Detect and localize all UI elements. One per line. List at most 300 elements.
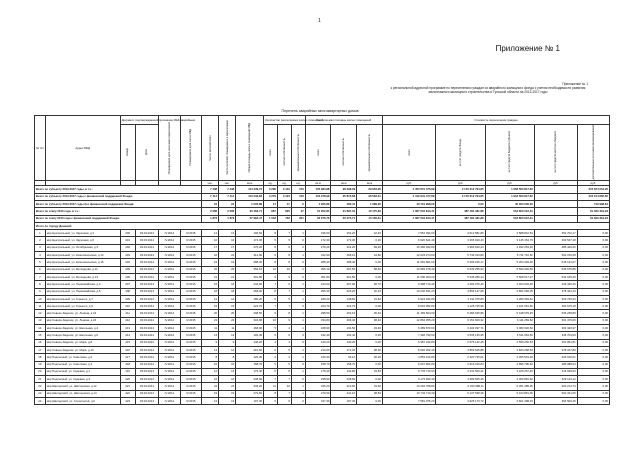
row-planned-end: IV.2014 (159, 288, 180, 295)
row-doc-date: 03.03.2014 (135, 383, 159, 390)
row-residents-planned: 12 (219, 368, 236, 375)
row-cost-fund: 4 389 665,36 (436, 376, 485, 383)
row-cost-extra: 0,00 (577, 259, 609, 266)
row-planned-end: IV.2014 (159, 376, 180, 383)
row-rooms-private: 7 (277, 288, 291, 295)
row-residents-planned: 22 (219, 252, 236, 259)
row-rooms-total: 7 (264, 376, 278, 383)
row-planned-demolish: IV.2015 (180, 325, 201, 332)
summary-value: 3 296 (264, 186, 278, 193)
row-rooms-total: 9 (264, 252, 278, 259)
row-cost-fund: 5 299 246,17 (436, 259, 485, 266)
row-cost-fund: 3 535 135,95 (436, 332, 485, 339)
summary-label: Всего по субъекту 2013-2017 годы с финансовой поддержкой Фонда: (35, 193, 202, 200)
row-cost-region: 4 932 253,30 (485, 244, 534, 251)
row-number: 22 (35, 383, 46, 390)
summary-value: 7 414 (219, 193, 236, 200)
row-doc-date: 03.03.2014 (135, 398, 159, 405)
row-residents-planned: 13 (219, 398, 236, 405)
row-planned-demolish: IV.2015 (180, 390, 201, 397)
row-residents: 19 (201, 259, 218, 266)
summary-value: 30 466,71 (236, 208, 264, 215)
summary-value: 1 958 563 817,62 (485, 186, 534, 193)
row-rooms-municipal: 0 (291, 376, 305, 383)
row-planned-end: IV.2014 (159, 354, 180, 361)
row-rooms-municipal: 0 (291, 259, 305, 266)
summary-value: 315 154 865,62 (577, 193, 609, 200)
row-cost-fund: 3 612 581,89 (436, 230, 485, 237)
row-number: 16 (35, 339, 46, 346)
row-rooms-total: 8 (264, 288, 278, 295)
row-area-total: 158,70 (305, 361, 331, 368)
row-doc-date: 03.03.2014 (135, 237, 159, 244)
col-area-municipal-header: муниципальная собственность (357, 125, 383, 181)
col-planned-demolish-header: Планируемая дата сноса МКД (180, 116, 201, 181)
row-residents: 10 (201, 237, 218, 244)
col-area-total-header: всего (305, 125, 331, 181)
row-doc-date: 03.03.2014 (135, 281, 159, 288)
row-cost-total: 12 023 274,60 (382, 252, 436, 259)
row-residents: 13 (201, 398, 218, 405)
unit-cell: ед. (264, 181, 278, 186)
row-residents-planned: 20 (219, 310, 236, 317)
row-cost-total: 10 382 492,80 (382, 244, 436, 251)
row-cost-extra: 0,00 (577, 376, 609, 383)
row-cost-total: 6 097 804,80 (382, 361, 436, 368)
row-area-private: 192,40 (331, 332, 357, 339)
row-residents-planned: 12 (219, 295, 236, 302)
row-area-total: 197,30 (305, 398, 331, 405)
row-area-municipal: 38,40 (357, 317, 383, 324)
summary-row (35, 215, 610, 222)
row-cost-fund: 3 241 509,21 (436, 368, 485, 375)
row-area-municipal: 38,50 (357, 390, 383, 397)
row-rooms-municipal: 1 (291, 354, 305, 361)
row-rooms-municipal: 1 (291, 325, 305, 332)
row-address: мкр Центральный, ул. Горького, д.9 (45, 303, 120, 310)
summary-value: 1 067 604 813,41 (382, 208, 436, 215)
row-residents-planned: 18 (219, 288, 236, 295)
summary-value: 7 438 (201, 186, 218, 193)
row-residents-planned: 17 (219, 244, 236, 251)
row-residents: 12 (201, 295, 218, 302)
row-cost-region: 2 896 796,92 (485, 361, 534, 368)
row-residents-planned: 16 (219, 281, 236, 288)
row-rooms-total: 7 (264, 303, 278, 310)
summary-value: 134 378,99 (305, 193, 331, 200)
summary-value: 315 874 254,26 (577, 186, 609, 193)
row-area-private: 96,10 (331, 354, 357, 361)
row-cost-region: 5 264 494,36 (485, 259, 534, 266)
row-total-area: 126,30 (236, 354, 264, 361)
row-rooms-total: 6 (264, 368, 278, 375)
row-rooms-private: 7 (277, 376, 291, 383)
row-cost-region: 3 145 154,79 (485, 237, 534, 244)
row-address: мкр Северо-Задонск, ул. Школьная, д.6 (45, 332, 120, 339)
row-cost-local: 439 430,45 (534, 281, 577, 288)
row-area-private: 226,20 (331, 288, 357, 295)
row-area-total: 126,30 (305, 354, 331, 361)
table-row (35, 368, 610, 375)
row-area-municipal: 38,30 (357, 346, 383, 353)
row-planned-demolish: IV.2015 (180, 273, 201, 280)
row-cost-total: 12 864 355,20 (382, 317, 436, 324)
row-doc-number: 407 (120, 281, 135, 288)
row-rooms-total: 8 (264, 244, 278, 251)
row-area-private: 268,10 (331, 252, 357, 259)
summary-value: 0 (291, 201, 305, 208)
summary-value: 820 (277, 208, 291, 215)
row-area-private: 134,50 (331, 325, 357, 332)
summary-value: 2 179 212 794,65 (436, 193, 485, 200)
row-area-private: 238,90 (331, 376, 357, 383)
row-cost-local: 502 321,05 (534, 390, 577, 397)
row-cost-region: 3 511 954,56 (485, 332, 534, 339)
row-total-area: 140,20 (236, 339, 264, 346)
row-doc-number: 417 (120, 354, 135, 361)
summary-value: 487 184 481,88 (436, 215, 485, 222)
row-planned-demolish: IV.2015 (180, 252, 201, 259)
row-residents: 9 (201, 339, 218, 346)
summary-value: 20 475,71 (331, 215, 357, 222)
row-number: 19 (35, 361, 46, 368)
row-doc-date: 03.03.2014 (135, 376, 159, 383)
row-planned-demolish: IV.2015 (180, 376, 201, 383)
row-planned-end: IV.2014 (159, 237, 180, 244)
row-area-total: 345,20 (305, 383, 331, 390)
col-rooms-group-header: Количество расселяемых жилых помещений (264, 116, 306, 125)
row-cost-total: 9 179 690,40 (382, 376, 436, 383)
row-area-total: 301,80 (305, 273, 331, 280)
row-cost-fund: 3 625 170,72 (436, 398, 485, 405)
row-address: мкр Шахтерский, ул. Шахтерская, д.14 (45, 390, 120, 397)
row-doc-date: 03.03.2014 (135, 361, 159, 368)
row-cost-fund: 5 545 280,44 (436, 273, 485, 280)
row-cost-total: 13 683 278,40 (382, 266, 436, 273)
row-cost-extra: 0,00 (577, 244, 609, 251)
row-area-total: 192,40 (305, 332, 331, 339)
row-rooms-private: 4 (277, 339, 291, 346)
row-planned-end: IV.2014 (159, 346, 180, 353)
row-rooms-municipal: 0 (291, 398, 305, 405)
summary-value (534, 215, 577, 222)
summary-value: 1 033 (264, 215, 278, 222)
row-area-private: 154,20 (331, 230, 357, 237)
row-planned-end: IV.2014 (159, 339, 180, 346)
row-cost-fund: 6 343 088,11 (436, 383, 485, 390)
row-doc-number: 418 (120, 361, 135, 368)
col-residents-planned-header: Число жителей, планируемых к переселению (219, 116, 236, 181)
unit-cell: руб. (534, 181, 577, 186)
row-area-municipal: 0,00 (357, 398, 383, 405)
row-cost-total: 11 469 564,00 (382, 310, 436, 317)
row-total-area: 298,50 (236, 310, 264, 317)
row-area-municipal: 31,60 (357, 295, 383, 302)
row-total-area: 301,80 (236, 273, 264, 280)
row-cost-local: 536 238,89 (534, 310, 577, 317)
row-total-area: 210,60 (236, 346, 264, 353)
row-area-total: 168,90 (305, 325, 331, 332)
row-cost-region: 3 220 257,46 (485, 368, 534, 375)
row-cost-fund: 2 576 142,46 (436, 339, 485, 346)
row-doc-date: 03.03.2014 (135, 266, 159, 273)
row-address: мкр Подлесный, ул. Советская, д.4 (45, 361, 120, 368)
table-body (35, 186, 610, 405)
row-rooms-total: 5 (264, 237, 278, 244)
row-cost-total: 11 081 861,60 (382, 259, 436, 266)
summary-value: 17 (264, 201, 278, 208)
row-residents-planned: 14 (219, 230, 236, 237)
row-area-municipal: 0,00 (357, 361, 383, 368)
table-row (35, 288, 610, 295)
summary-value (534, 186, 577, 193)
row-doc-number: 409 (120, 295, 135, 302)
row-residents: 21 (201, 273, 218, 280)
col-cost-total-header: всего (382, 125, 436, 181)
row-rooms-total: 5 (264, 361, 278, 368)
row-doc-date: 03.03.2014 (135, 273, 159, 280)
unit-cell: ед. (291, 181, 305, 186)
summary-value: 867 (264, 208, 278, 215)
row-total-area: 288,40 (236, 259, 264, 266)
row-number: 18 (35, 354, 46, 361)
row-address: мкр Северо-Задонск, ул. Ленина, д.24 (45, 317, 120, 324)
row-area-total: 224,70 (305, 303, 331, 310)
row-cost-local: 601 476,06 (534, 317, 577, 324)
row-cost-total: 10 232 631,20 (382, 288, 436, 295)
row-area-private: 310,60 (331, 383, 357, 390)
row-cost-local: 226 910,61 (534, 354, 577, 361)
table-row (35, 325, 610, 332)
col-total-area-header: Общая площадь жилых помещений МКД (236, 116, 264, 181)
row-total-area: 176,40 (236, 368, 264, 375)
summary-value (534, 208, 577, 215)
row-planned-end: IV.2014 (159, 361, 180, 368)
row-address: мкр Центральный, ул. Молодцова, д.13 (45, 273, 120, 280)
row-residents-planned: 15 (219, 303, 236, 310)
row-cost-local: 354 506,45 (534, 398, 577, 405)
summary-value: 47 (291, 208, 305, 215)
row-address: мкр Подлесный, ул. Садовая, д.1 (45, 368, 120, 375)
row-cost-region: 4 360 881,92 (485, 376, 534, 383)
row-rooms-total: 6 (264, 295, 278, 302)
col-cost-extra-header: дополнительные источники финансирования (577, 125, 609, 181)
row-address: мкр Центральный, ул. Заречная, д.4 (45, 230, 120, 237)
row-cost-extra: 0,00 (577, 390, 609, 397)
row-rooms-total: 4 (264, 354, 278, 361)
row-area-total: 172,30 (305, 237, 331, 244)
unit-cell: руб. (382, 181, 436, 186)
row-cost-local: 352 702,17 (534, 230, 577, 237)
summary-value: 719 998,64 (577, 201, 609, 208)
row-cost-local: 251 851,81 (534, 339, 577, 346)
row-address: мкр Подлесный, ул. Садовая, д.3 (45, 376, 120, 383)
row-total-area: 224,70 (236, 303, 264, 310)
table-row (35, 252, 610, 259)
row-planned-end: IV.2014 (159, 303, 180, 310)
sub-appendix-text: к региональной адресной программе по переселению граждан из аварийного жилищного фонда с учетом необходимости развития малоэтажного жилищного строительства в Тульской области на 2013-2017 годы (390, 86, 586, 94)
row-number: 23 (35, 390, 46, 397)
row-residents-planned: 23 (219, 317, 236, 324)
row-cost-local: 485 429,26 (534, 244, 577, 251)
col-residents-header: Число жителей всего (201, 116, 218, 181)
summary-row (35, 186, 610, 193)
row-total-area: 197,30 (236, 398, 264, 405)
row-total-area: 238,90 (236, 376, 264, 383)
row-number: 2 (35, 237, 46, 244)
summary-value: 1 089,95 (357, 201, 383, 208)
row-number: 10 (35, 295, 46, 302)
row-cost-total: 5 387 244,80 (382, 339, 436, 346)
row-number: 5 (35, 259, 46, 266)
summary-value: 301 (291, 215, 305, 222)
col-num-header: № п/п (35, 116, 46, 181)
row-cost-local: 303 429,37 (534, 325, 577, 332)
row-residents: 17 (201, 244, 218, 251)
row-area-total: 356,10 (305, 266, 331, 273)
row-number: 14 (35, 325, 46, 332)
table-row (35, 244, 610, 251)
row-residents: 10 (201, 361, 218, 368)
row-cost-total: 11 596 363,20 (382, 273, 436, 280)
summary-value: 24 (219, 201, 236, 208)
row-planned-demolish: IV.2015 (180, 259, 201, 266)
row-rooms-private: 4 (277, 325, 291, 332)
row-cost-local: 285 088,04 (534, 361, 577, 368)
row-doc-date: 03.03.2014 (135, 354, 159, 361)
row-cost-fund: 3 103 397,71 (436, 325, 485, 332)
row-cost-total: 6 778 713,60 (382, 368, 436, 375)
row-rooms-private: 8 (277, 252, 291, 259)
summary-label: Всего по субъекту 2013-2017 годы без финансовой поддержки Фонда: (35, 201, 202, 208)
row-rooms-private: 6 (277, 281, 291, 288)
row-doc-date: 03.03.2014 (135, 303, 159, 310)
row-total-area: 158,70 (236, 361, 264, 368)
row-doc-number: 420 (120, 376, 135, 383)
row-rooms-total: 11 (264, 383, 278, 390)
row-doc-date: 03.03.2014 (135, 368, 159, 375)
col-rooms-municipal-header: муниципальная собственность (291, 125, 305, 181)
summary-value: 1 873 (219, 215, 236, 222)
sub-appendix-label: Приложение № 1 (562, 82, 588, 86)
col-area-group-header: Расселяемая площадь жилых помещений (305, 116, 382, 125)
section-row (35, 222, 610, 229)
row-planned-demolish: IV.2015 (180, 383, 201, 390)
row-area-private: 148,60 (331, 295, 357, 302)
row-rooms-private: 10 (277, 266, 291, 273)
summary-value: 2 066 (201, 208, 218, 215)
row-rooms-municipal: 0 (291, 332, 305, 339)
table-row (35, 339, 610, 346)
row-residents: 14 (201, 346, 218, 353)
summary-value: 4 453 651 475,89 (382, 186, 436, 193)
row-cost-fund: 4 494 376,49 (436, 281, 485, 288)
col-cost-local-header: за счет средств местного бюджета (534, 125, 577, 181)
row-area-total: 244,60 (305, 281, 331, 288)
row-rooms-total: 12 (264, 266, 278, 273)
summary-value: 1 873 (201, 215, 218, 222)
col-doc-number-header: Номер (120, 125, 135, 181)
summary-value: 10 156,61 (357, 215, 383, 222)
row-area-private: 201,20 (331, 244, 357, 251)
row-cost-region: 3 083 046,52 (485, 325, 534, 332)
row-residents-planned: 16 (219, 376, 236, 383)
row-cost-region: 6 111 269,82 (485, 317, 534, 324)
row-cost-region: 5 103 851,06 (485, 390, 534, 397)
summary-value: 96 298,09 (331, 186, 357, 193)
row-rooms-total: 8 (264, 259, 278, 266)
summary-value (534, 201, 577, 208)
row-cost-region: 3 289 363,61 (485, 295, 534, 302)
row-doc-number: 401 (120, 237, 135, 244)
row-area-municipal: 33,60 (357, 368, 383, 375)
row-planned-end: IV.2014 (159, 325, 180, 332)
row-cost-fund: 3 311 075,86 (436, 295, 485, 302)
row-area-total: 210,60 (305, 346, 331, 353)
table-row (35, 266, 610, 273)
row-area-private: 207,90 (331, 281, 357, 288)
unit-cell: руб. (436, 181, 485, 186)
row-number: 3 (35, 244, 46, 251)
row-cost-region: 4 464 903,46 (485, 281, 534, 288)
row-total-area: 244,60 (236, 281, 264, 288)
row-area-total: 279,60 (305, 390, 331, 397)
row-cost-total: 6 620 621,40 (382, 237, 436, 244)
row-cost-fund: 3 165 919,43 (436, 237, 485, 244)
table-row (35, 390, 610, 397)
row-total-area: 345,20 (236, 383, 264, 390)
summary-value: 113 233,83 (236, 193, 264, 200)
row-total-area: 270,20 (236, 244, 264, 251)
row-cost-local: 562 150,28 (534, 252, 577, 259)
row-rooms-total: 8 (264, 390, 278, 397)
row-area-municipal: 0,00 (357, 273, 383, 280)
row-rooms-private: 10 (277, 383, 291, 390)
row-cost-local: 345 703,09 (534, 332, 577, 339)
row-rooms-private: 5 (277, 346, 291, 353)
row-rooms-municipal: 0 (291, 361, 305, 368)
row-doc-number: 411 (120, 310, 135, 317)
row-rooms-total: 6 (264, 398, 278, 405)
unit-cell: кв.м (357, 181, 383, 186)
row-planned-end: IV.2014 (159, 244, 180, 251)
section-label: Итого по городу Донской: (35, 222, 610, 229)
row-cost-total: 4 853 164,80 (382, 354, 436, 361)
row-address: мкр Центральный, ул. Заречная, д.6 (45, 237, 120, 244)
row-planned-end: IV.2014 (159, 390, 180, 397)
row-planned-demolish: IV.2015 (180, 310, 201, 317)
row-doc-date: 03.03.2014 (135, 252, 159, 259)
row-cost-extra: 0,00 (577, 281, 609, 288)
row-address: мкр Северо-Задонск, ул. Мира, д.8 (45, 339, 120, 346)
summary-value: 487 184 481,88 (436, 208, 485, 215)
row-planned-demolish: IV.2015 (180, 317, 201, 324)
row-planned-end: IV.2014 (159, 252, 180, 259)
row-planned-demolish: IV.2015 (180, 281, 201, 288)
row-doc-date: 03.03.2014 (135, 310, 159, 317)
row-area-total: 288,40 (305, 259, 331, 266)
row-area-municipal: 0,00 (357, 332, 383, 339)
row-rooms-private: 8 (277, 310, 291, 317)
row-cost-region: 3 601 398,03 (485, 398, 534, 405)
row-doc-date: 03.03.2014 (135, 259, 159, 266)
row-address: мкр Центральный, ул. Горького, д.7 (45, 295, 120, 302)
row-cost-extra: 0,00 (577, 252, 609, 259)
table-row (35, 376, 610, 383)
row-number: 17 (35, 346, 46, 353)
row-planned-end: IV.2014 (159, 281, 180, 288)
col-cost-fund-header: за счет средств Фонда (436, 125, 485, 181)
